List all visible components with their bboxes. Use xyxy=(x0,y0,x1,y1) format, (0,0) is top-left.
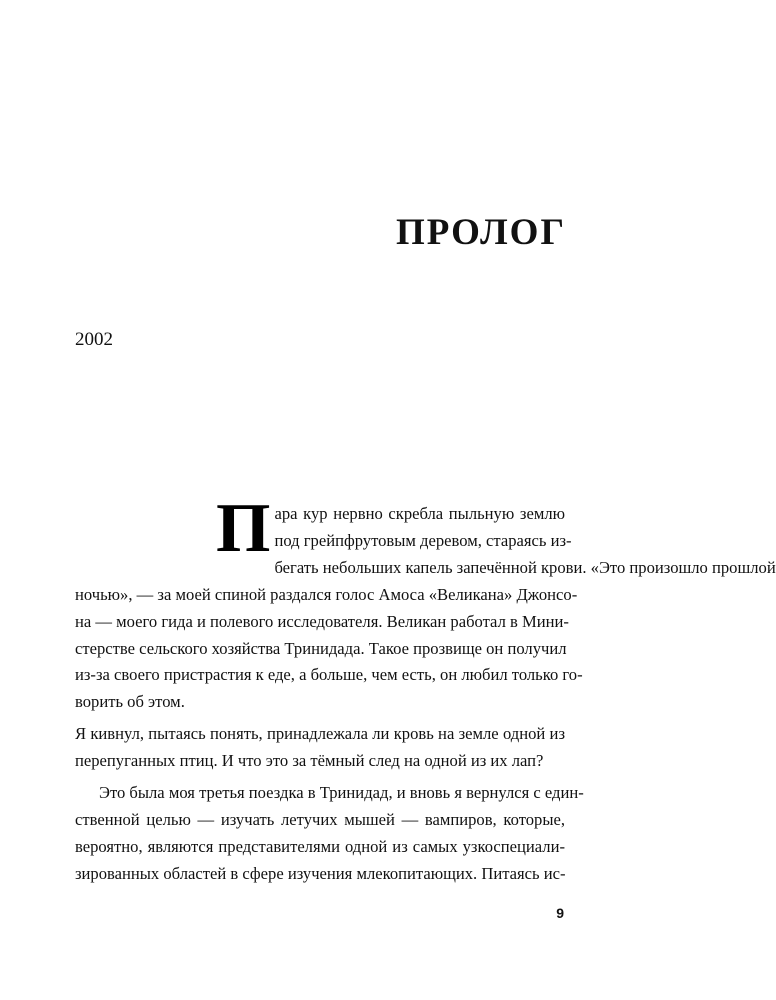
text-line: ственной целью — изучать летучих мышей — вампиров, которые, xyxy=(75,809,565,829)
text-line: вероятно, являются представителями одной из самых узкоспециали- xyxy=(75,836,565,856)
text-line: Это была моя третья поездка в Тринидад, и вновь я вернулся с един- xyxy=(99,783,584,803)
chapter-body xyxy=(75,490,776,888)
paragraph-3 xyxy=(75,780,584,888)
text-line: из-за своего пристрастия к еде, а больше, чем есть, он любил только го- xyxy=(75,665,583,685)
chapter-year: 2002 xyxy=(75,329,113,350)
text-line: ара кур нервно скребла пыльную землю xyxy=(274,504,565,523)
text-line: на — моего гида и полевого исследователя. Великан работал в Мини- xyxy=(75,611,569,631)
chapter-title: ПРОЛОГ xyxy=(396,212,566,253)
text-line: бегать небольших капель запечённой крови. «Это произошло прошлой xyxy=(274,557,776,577)
text-line: под грейпфрутовым деревом, стараясь из- xyxy=(274,530,572,550)
text-line: Я кивнул, пытаясь понять, принадлежала ли кровь на земле одной из xyxy=(75,724,565,744)
drop-cap: П xyxy=(216,490,271,567)
text-line: стерстве сельского хозяйства Тринидада. Такое прозвище он получил xyxy=(75,638,567,658)
text-line: ночью», — за моей спиной раздался голос Амоса «Великана» Джонсо- xyxy=(75,584,578,604)
paragraph-1 xyxy=(75,490,776,716)
text-line: ворить об этом. xyxy=(75,692,185,712)
text-line: зированных областей в сфере изучения млекопитающих. Питаясь ис- xyxy=(75,863,566,883)
page-number: 9 xyxy=(556,905,564,921)
text-line: перепуганных птиц. И что это за тёмный след на одной из их лап? xyxy=(75,751,544,771)
paragraph-2 xyxy=(75,721,565,775)
